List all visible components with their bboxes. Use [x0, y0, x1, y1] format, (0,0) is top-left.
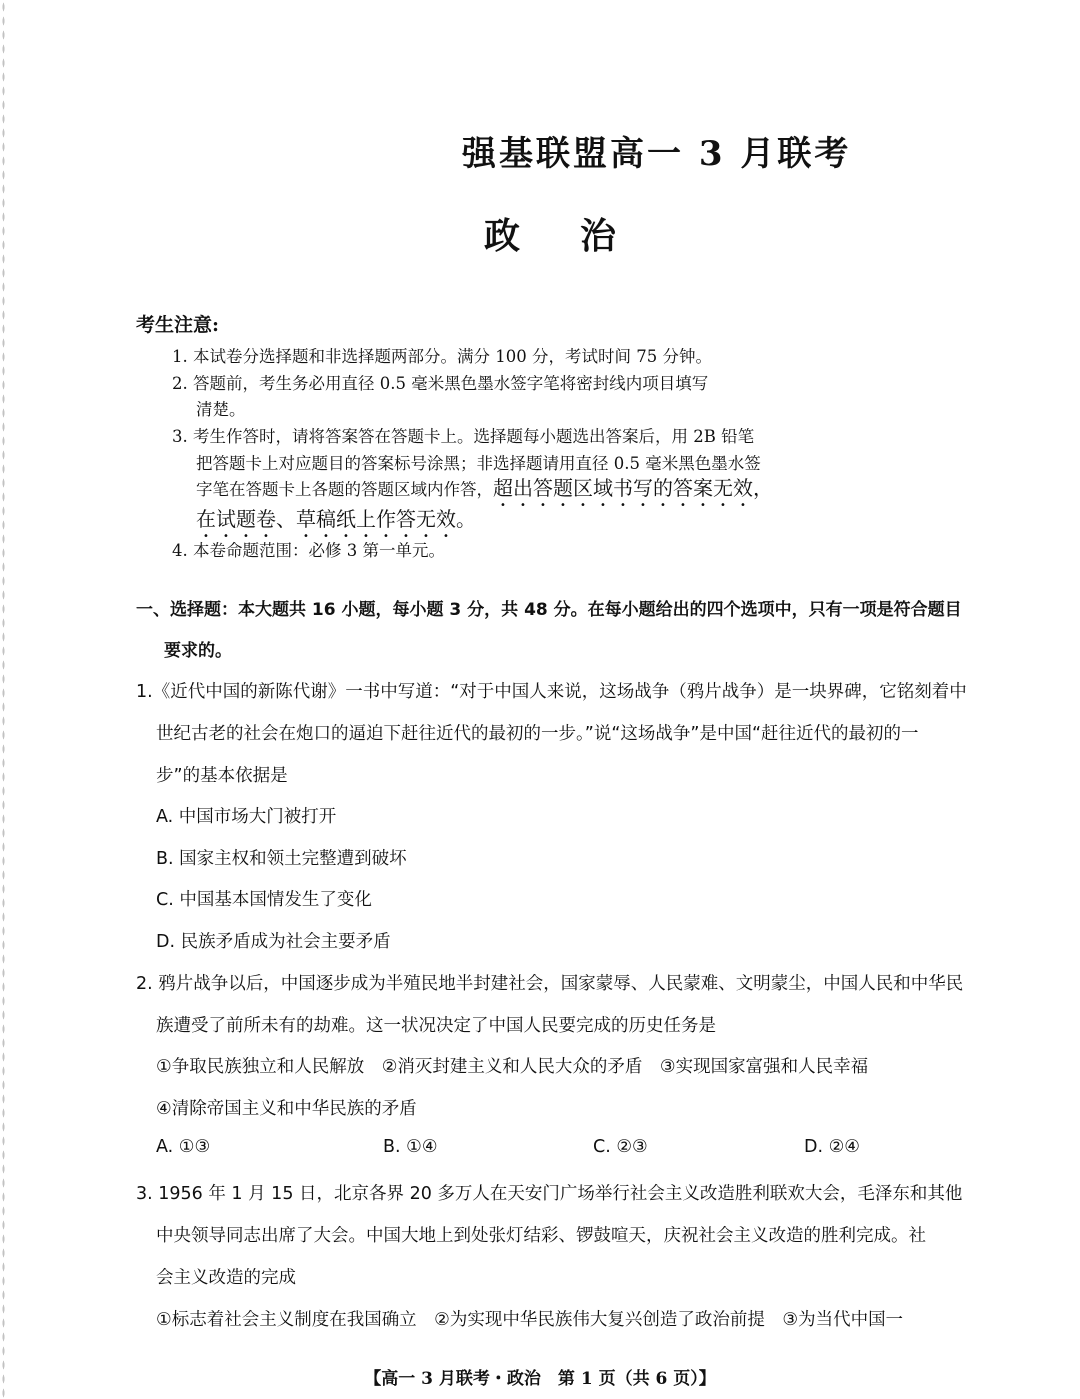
- notice-item-1: 1. 本试卷分选择题和非选择题两部分。满分 100 分，考试时间 75 分钟。: [172, 347, 712, 366]
- question-1-option-c: C. 中国基本国情发生了变化: [156, 890, 372, 910]
- question-1-option-a: A. 中国市场大门被打开: [156, 807, 337, 827]
- question-2-option-c: C. ②③: [593, 1137, 648, 1157]
- notice-emphasis-text: 超出答题区域书写的答案无效，: [493, 476, 773, 500]
- question-2-option-b: B. ①④: [383, 1137, 438, 1157]
- binding-edge-dots: [2, 0, 5, 1399]
- notice-item-3-line-4: 在试题卷、草稿纸上作答无效。: [196, 507, 476, 531]
- question-1-line-3: 步”的基本依据是: [156, 766, 288, 786]
- page-footer: 【高一 3 月联考・政治 第 1 页（共 6 页）】: [364, 1369, 716, 1389]
- question-1-option-b: B. 国家主权和领土完整遭到破坏: [156, 849, 407, 869]
- notice-item-4: 4. 本卷命题范围：必修 3 第一单元。: [172, 541, 445, 560]
- question-3-line-3: 会主义改造的完成: [156, 1268, 296, 1288]
- question-2-statements-line-1: ①争取民族独立和人民解放 ②消灭封建主义和人民大众的矛盾 ③实现国家富强和人民幸福: [156, 1057, 869, 1077]
- notice-item-3-line-2: 把答题卡上对应题目的答案标号涂黑；非选择题请用直径 0.5 毫米黑色墨水签: [196, 454, 761, 473]
- question-3-line-2: 中央领导同志出席了大会。中国大地上到处张灯结彩、锣鼓喧天，庆祝社会主义改造的胜利完成。社: [156, 1226, 926, 1246]
- question-2-line-2: 族遭受了前所未有的劫难。这一状况决定了中国人民要完成的历史任务是: [156, 1016, 716, 1036]
- notice-item-3-line-3-prefix: 字笔在答题卡上各题的答题区域内作答，: [196, 480, 493, 499]
- question-3-line-1: 3. 1956 年 1 月 15 日，北京各界 20 多万人在天安门广场举行社会主义改造胜利联欢大会，毛泽东和其他: [136, 1184, 963, 1204]
- question-1-line-1: 1.《近代中国的新陈代谢》一书中写道：“对于中国人来说，这场战争（鸦片战争）是一块界碑，它铭刻着中: [136, 682, 967, 702]
- question-2-statements-line-2: ④清除帝国主义和中华民族的矛盾: [156, 1099, 417, 1119]
- question-2-option-a: A. ①③: [156, 1137, 211, 1157]
- question-1-line-2: 世纪古老的社会在炮口的逼迫下赶往近代的最初的一步。”说“这场战争”是中国“赶往近代的最初的一: [156, 724, 919, 744]
- question-2-line-1: 2. 鸦片战争以后，中国逐步成为半殖民地半封建社会，国家蒙辱、人民蒙难、文明蒙尘，中国人民和中华民: [136, 974, 964, 994]
- question-1-option-d: D. 民族矛盾成为社会主要矛盾: [156, 932, 391, 952]
- question-2-option-d: D. ②④: [804, 1137, 860, 1157]
- subject-title: 政治: [484, 215, 677, 257]
- question-3-statements-line-1: ①标志着社会主义制度在我国确立 ②为实现中华民族伟大复兴创造了政治前提 ③为当代中国一: [156, 1310, 904, 1330]
- section-1-instruction-line-2: 要求的。: [164, 641, 232, 661]
- notice-item-2-line-2: 清楚。: [196, 400, 246, 419]
- notice-heading: 考生注意:: [136, 314, 220, 336]
- section-1-instruction-line-1: 一、选择题：本大题共 16 小题，每小题 3 分，共 48 分。在每小题给出的四个选项中，只有一项是符合题目: [136, 600, 962, 620]
- exam-title: 强基联盟高一 3 月联考: [462, 134, 852, 174]
- notice-item-2-line-1: 2. 答题前，考生务必用直径 0.5 毫米黑色墨水签字笔将密封线内项目填写: [172, 374, 709, 393]
- notice-item-3-line-1: 3. 考生作答时，请将答案答在答题卡上。选择题每小题选出答案后，用 2B 铅笔: [172, 427, 755, 446]
